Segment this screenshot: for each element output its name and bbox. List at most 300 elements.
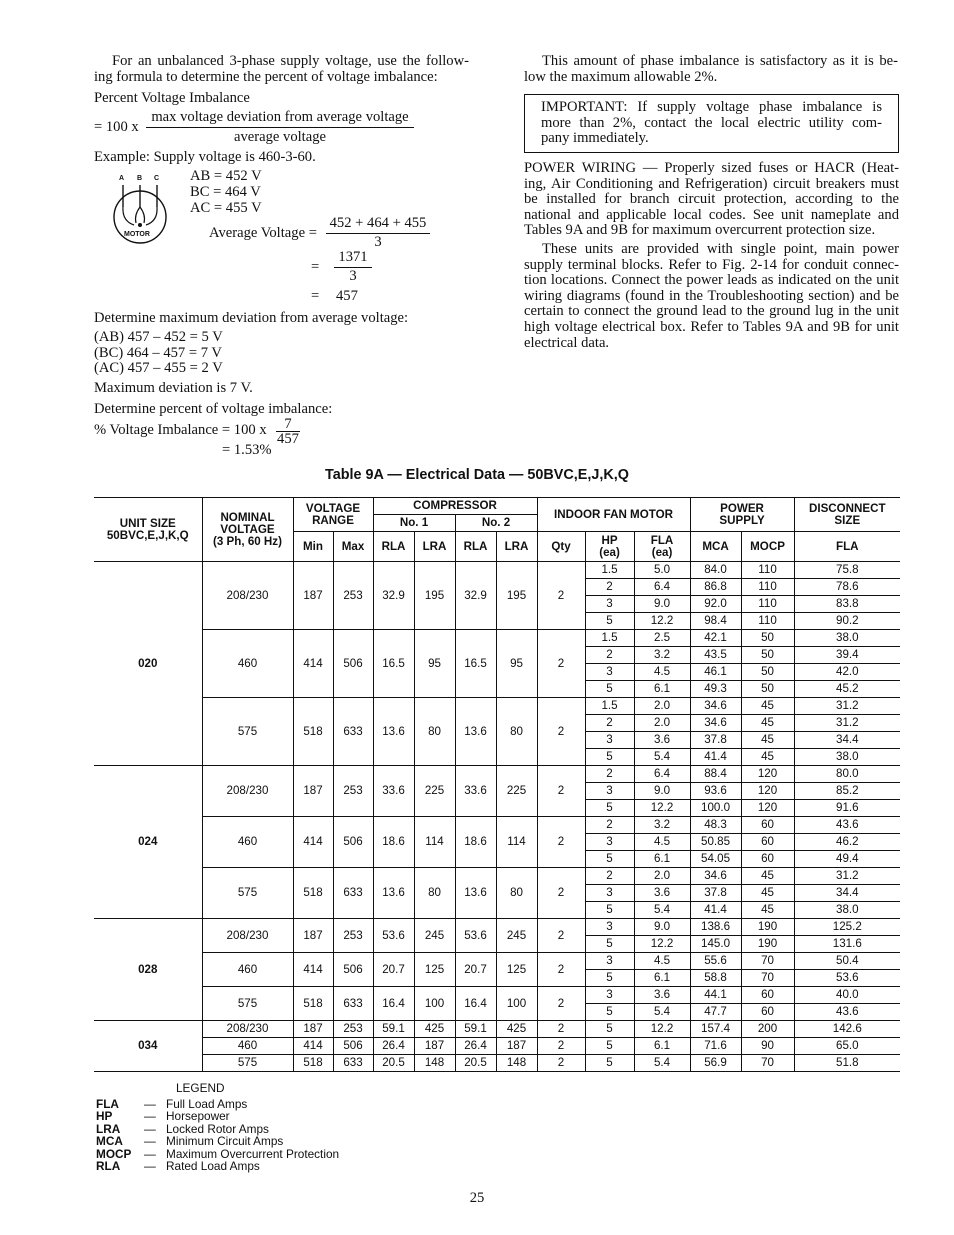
table-body (94, 562, 900, 1072)
fan-fla-cell: 4.5 (634, 664, 690, 681)
fan-fla-cell: 12.2 (634, 800, 690, 817)
compressor2-lra-cell: 148 (496, 1055, 537, 1072)
header-min: Min (293, 532, 333, 562)
compressor2-rla-cell: 13.6 (455, 868, 496, 919)
voltage-ab: AB = 452 V (190, 168, 262, 184)
fan-hp-cell: 5 (585, 936, 634, 953)
header-compressor-no1: No. 1 (373, 515, 455, 532)
fan-hp-cell: 3 (585, 664, 634, 681)
disconnect-fla-cell: 42.0 (794, 664, 900, 681)
motor-diagram (108, 175, 170, 247)
voltage-max-cell: 633 (333, 698, 373, 766)
compressor1-rla-cell: 20.5 (373, 1055, 414, 1072)
mocp-cell: 60 (741, 987, 794, 1004)
nominal-voltage-cell: 460 (202, 630, 293, 698)
disconnect-fla-cell: 46.2 (794, 834, 900, 851)
fan-qty-cell: 2 (537, 1038, 585, 1055)
header-mocp: MOCP (741, 532, 794, 562)
fan-fla-cell: 12.2 (634, 613, 690, 630)
disconnect-fla-cell: 65.0 (794, 1038, 900, 1055)
fan-qty-cell: 2 (537, 630, 585, 698)
fan-fla-cell: 12.2 (634, 936, 690, 953)
mca-cell: 41.4 (690, 902, 741, 919)
legend-dash: — (144, 1096, 156, 1111)
disconnect-fla-cell: 31.2 (794, 715, 900, 732)
mocp-cell: 45 (741, 868, 794, 885)
fan-hp-cell: 3 (585, 885, 634, 902)
header-lra-1: LRA (414, 532, 455, 562)
fan-qty-cell: 2 (537, 766, 585, 817)
mocp-cell: 60 (741, 851, 794, 868)
mocp-cell: 120 (741, 766, 794, 783)
fan-fla-cell: 5.4 (634, 902, 690, 919)
phase-imbalance-line-1: This amount of phase imbalance is satisfactory as it is be- (542, 53, 898, 69)
average-denominator: 3 (374, 234, 382, 250)
percent-denominator: 457 (277, 431, 299, 447)
terminal-line-6: high voltage electrical box. Refer to Tables 9A and 9B for unit (524, 318, 899, 335)
fan-qty-cell: 2 (537, 698, 585, 766)
equals-sign-1: = (311, 259, 320, 275)
mocp-cell: 110 (741, 579, 794, 596)
legend-dash: — (144, 1109, 156, 1123)
equals-sign-2: = (311, 288, 320, 304)
fan-hp-cell: 5 (585, 800, 634, 817)
legend-item (96, 1110, 339, 1123)
nominal-voltage-cell: 208/230 (202, 562, 293, 630)
mca-cell: 88.4 (690, 766, 741, 783)
mca-cell: 54.05 (690, 851, 741, 868)
power-wiring-line-5: Tables 9A and 9B for maximum overcurrent protection size. (524, 222, 876, 239)
disconnect-fla-cell: 43.6 (794, 817, 900, 834)
mocp-cell: 50 (741, 664, 794, 681)
fan-hp-cell: 5 (585, 902, 634, 919)
voltage-max-cell: 253 (333, 766, 373, 817)
nominal-voltage-cell: 575 (202, 698, 293, 766)
percent-imbalance-formula: % Voltage Imbalance = 100 x (94, 422, 267, 438)
legend-dash: — (144, 1146, 156, 1161)
compressor1-lra-cell: 245 (414, 919, 455, 953)
fan-hp-cell: 1.5 (585, 698, 634, 715)
legend-description: Locked Rotor Amps (166, 1121, 269, 1136)
mocp-cell: 70 (741, 970, 794, 987)
fan-hp-cell: 5 (585, 970, 634, 987)
power-wiring-line-4: national and applicable local codes. See unit nameplate and (524, 206, 899, 223)
table-row (94, 562, 900, 579)
compressor1-lra-cell: 148 (414, 1055, 455, 1072)
disconnect-fla-cell: 50.4 (794, 953, 900, 970)
compressor2-rla-cell: 16.4 (455, 987, 496, 1021)
mocp-cell: 110 (741, 613, 794, 630)
mca-cell: 49.3 (690, 681, 741, 698)
table-row (94, 1021, 900, 1038)
fan-fla-cell: 6.1 (634, 1038, 690, 1055)
deviation-bc: (BC) 464 – 457 = 7 V (94, 345, 222, 361)
compressor2-lra-cell: 187 (496, 1038, 537, 1055)
fan-fla-cell: 3.6 (634, 732, 690, 749)
mca-cell: 84.0 (690, 562, 741, 579)
terminal-line-5: certain to connect the ground lead to the ground lug in the unit (524, 303, 899, 320)
compressor2-lra-cell: 225 (496, 766, 537, 817)
fan-fla-cell: 6.4 (634, 766, 690, 783)
mca-cell: 37.8 (690, 885, 741, 902)
nominal-voltage-cell: 208/230 (202, 766, 293, 817)
fan-fla-cell: 6.4 (634, 579, 690, 596)
compressor1-lra-cell: 80 (414, 868, 455, 919)
disconnect-fla-cell: 85.2 (794, 783, 900, 800)
disconnect-fla-cell: 75.8 (794, 562, 900, 579)
table-row (94, 698, 900, 715)
mocp-cell: 110 (741, 562, 794, 579)
disconnect-fla-cell: 49.4 (794, 851, 900, 868)
legend-dash: — (144, 1159, 156, 1173)
voltage-ac: AC = 455 V (190, 200, 262, 216)
compressor1-rla-cell: 26.4 (373, 1038, 414, 1055)
compressor2-lra-cell: 425 (496, 1021, 537, 1038)
fan-fla-cell: 9.0 (634, 783, 690, 800)
mca-cell: 41.4 (690, 749, 741, 766)
fan-qty-cell: 2 (537, 919, 585, 953)
voltage-min-cell: 414 (293, 817, 333, 868)
mocp-cell: 120 (741, 800, 794, 817)
table-title: Table 9A — Electrical Data — 50BVC,E,J,K,Q (325, 467, 629, 483)
fan-hp-cell: 5 (585, 749, 634, 766)
legend (96, 1082, 339, 1173)
mocp-cell: 45 (741, 902, 794, 919)
disconnect-fla-cell: 125.2 (794, 919, 900, 936)
fan-qty-cell: 2 (537, 987, 585, 1021)
percent-imbalance-label: Percent Voltage Imbalance (94, 90, 250, 106)
compressor1-lra-cell: 114 (414, 817, 455, 868)
header-fla: FLA (ea) (634, 532, 690, 562)
fan-hp-cell: 2 (585, 766, 634, 783)
header-unit-size: UNIT SIZE 50BVC,E,J,K,Q (94, 498, 202, 562)
fan-hp-cell: 5 (585, 613, 634, 630)
voltage-min-cell: 414 (293, 630, 333, 698)
compressor2-rla-cell: 13.6 (455, 698, 496, 766)
legend-abbreviation: MCA (96, 1134, 123, 1148)
compressor2-lra-cell: 245 (496, 919, 537, 953)
disconnect-fla-cell: 80.0 (794, 766, 900, 783)
header-mca: MCA (690, 532, 741, 562)
mocp-cell: 60 (741, 834, 794, 851)
deviation-ab: (AB) 457 – 452 = 5 V (94, 329, 223, 345)
average-voltage-label: Average Voltage = (209, 225, 317, 241)
fan-hp-cell: 2 (585, 647, 634, 664)
motor-label-c: C (154, 175, 160, 182)
fan-qty-cell: 2 (537, 817, 585, 868)
fan-qty-cell: 2 (537, 562, 585, 630)
legend-description: Maximum Overcurrent Protection (166, 1146, 340, 1161)
disconnect-fla-cell: 39.4 (794, 647, 900, 664)
left-column (94, 54, 469, 85)
fan-qty-cell: 2 (537, 1055, 585, 1072)
formula-prefix: = 100 x (94, 119, 139, 135)
voltage-max-cell: 253 (333, 562, 373, 630)
unit-size-cell: 020 (94, 562, 202, 766)
legend-abbreviation: LRA (96, 1121, 121, 1136)
voltage-min-cell: 518 (293, 868, 333, 919)
disconnect-fla-cell: 78.6 (794, 579, 900, 596)
header-compressor: COMPRESSOR (373, 498, 537, 515)
legend-item (96, 1135, 339, 1148)
compressor1-rla-cell: 16.4 (373, 987, 414, 1021)
fan-fla-cell: 5.4 (634, 749, 690, 766)
disconnect-fla-cell: 90.2 (794, 613, 900, 630)
determine-percent: Determine percent of voltage imbalance: (94, 401, 333, 417)
compressor2-lra-cell: 114 (496, 817, 537, 868)
table-row (94, 817, 900, 834)
mca-cell: 58.8 (690, 970, 741, 987)
compressor2-rla-cell: 16.5 (455, 630, 496, 698)
fan-hp-cell: 3 (585, 834, 634, 851)
deviation-ac: (AC) 457 – 455 = 2 V (94, 360, 223, 376)
legend-description: Rated Load Amps (166, 1159, 260, 1173)
nominal-voltage-cell: 208/230 (202, 919, 293, 953)
sum-denominator: 3 (349, 268, 357, 284)
disconnect-fla-cell: 43.6 (794, 1004, 900, 1021)
compressor2-lra-cell: 125 (496, 953, 537, 987)
mca-cell: 37.8 (690, 732, 741, 749)
fan-fla-cell: 5.0 (634, 562, 690, 579)
fan-fla-cell: 6.1 (634, 851, 690, 868)
disconnect-fla-cell: 83.8 (794, 596, 900, 613)
fan-hp-cell: 5 (585, 1038, 634, 1055)
disconnect-fla-cell: 38.0 (794, 749, 900, 766)
header-fla-disconnect: FLA (794, 532, 900, 562)
fan-hp-cell: 3 (585, 953, 634, 970)
mca-cell: 138.6 (690, 919, 741, 936)
mca-cell: 34.6 (690, 698, 741, 715)
legend-items (96, 1098, 339, 1173)
voltage-max-cell: 633 (333, 1055, 373, 1072)
voltage-max-cell: 506 (333, 953, 373, 987)
header-qty: Qty (537, 532, 585, 562)
table-row (94, 630, 900, 647)
fan-fla-cell: 2.0 (634, 868, 690, 885)
header-hp: HP (ea) (585, 532, 634, 562)
fan-fla-cell: 2.5 (634, 630, 690, 647)
mocp-cell: 45 (741, 885, 794, 902)
mocp-cell: 190 (741, 919, 794, 936)
mca-cell: 71.6 (690, 1038, 741, 1055)
compressor1-rla-cell: 20.7 (373, 953, 414, 987)
legend-abbreviation: FLA (96, 1096, 119, 1111)
fan-fla-cell: 5.4 (634, 1004, 690, 1021)
header-power-supply: POWER SUPPLY (690, 498, 794, 532)
mocp-cell: 45 (741, 749, 794, 766)
voltage-min-cell: 518 (293, 1055, 333, 1072)
compressor1-lra-cell: 80 (414, 698, 455, 766)
terminal-line-2: supply terminal blocks. Refer to Fig. 2-14 for conduit connec- (524, 256, 899, 273)
table-row (94, 953, 900, 970)
motor-label-b: B (137, 175, 143, 182)
mocp-cell: 190 (741, 936, 794, 953)
header-rla-1: RLA (373, 532, 414, 562)
fan-fla-cell: 4.5 (634, 953, 690, 970)
fan-fla-cell: 9.0 (634, 596, 690, 613)
terminal-line-7: electrical data. (524, 334, 610, 351)
nominal-voltage-cell: 575 (202, 987, 293, 1021)
nominal-voltage-cell: 575 (202, 868, 293, 919)
table-row (94, 766, 900, 783)
average-numerator: 452 + 464 + 455 (329, 215, 427, 231)
compressor2-lra-cell: 100 (496, 987, 537, 1021)
fan-hp-cell: 2 (585, 868, 634, 885)
disconnect-fla-cell: 142.6 (794, 1021, 900, 1038)
fan-fla-cell: 2.0 (634, 698, 690, 715)
fan-hp-cell: 5 (585, 681, 634, 698)
fan-hp-cell: 1.5 (585, 562, 634, 579)
fan-hp-cell: 5 (585, 1021, 634, 1038)
right-column-intro (524, 54, 898, 85)
important-line-1: IMPORTANT: If supply voltage phase imbalance is (541, 99, 882, 115)
voltage-min-cell: 187 (293, 1021, 333, 1038)
mca-cell: 98.4 (690, 613, 741, 630)
disconnect-fla-cell: 31.2 (794, 868, 900, 885)
terminal-line-3: tion locations. Connect the power leads as indicated on the unit (524, 272, 899, 289)
mocp-cell: 60 (741, 1004, 794, 1021)
nominal-voltage-cell: 460 (202, 953, 293, 987)
sum-numerator: 1371 (338, 249, 368, 265)
fan-hp-cell: 3 (585, 732, 634, 749)
voltage-min-cell: 187 (293, 766, 333, 817)
header-lra-2: LRA (496, 532, 537, 562)
compressor1-lra-cell: 125 (414, 953, 455, 987)
header-indoor-fan-motor: INDOOR FAN MOTOR (537, 498, 690, 532)
terminal-line-1: These units are provided with single point, main power (542, 241, 899, 257)
mocp-cell: 70 (741, 953, 794, 970)
compressor1-rla-cell: 32.9 (373, 562, 414, 630)
voltage-bc: BC = 464 V (190, 184, 261, 200)
disconnect-fla-cell: 51.8 (794, 1055, 900, 1072)
mca-cell: 47.7 (690, 1004, 741, 1021)
page-number: 25 (469, 1190, 485, 1206)
legend-abbreviation: RLA (96, 1159, 121, 1173)
compressor1-lra-cell: 425 (414, 1021, 455, 1038)
fan-fla-cell: 9.0 (634, 919, 690, 936)
header-compressor-no2: No. 2 (455, 515, 537, 532)
mca-cell: 34.6 (690, 715, 741, 732)
legend-description: Full Load Amps (166, 1096, 248, 1111)
unit-size-cell: 028 (94, 919, 202, 1021)
nominal-voltage-cell: 575 (202, 1055, 293, 1072)
legend-dash: — (144, 1121, 156, 1136)
fan-fla-cell: 6.1 (634, 970, 690, 987)
voltage-min-cell: 187 (293, 562, 333, 630)
fan-hp-cell: 3 (585, 596, 634, 613)
average-result: 457 (336, 288, 358, 304)
percent-numerator: 7 (284, 416, 292, 432)
compressor2-rla-cell: 32.9 (455, 562, 496, 630)
voltage-min-cell: 414 (293, 1038, 333, 1055)
voltage-max-cell: 253 (333, 919, 373, 953)
fan-qty-cell: 2 (537, 953, 585, 987)
compressor2-lra-cell: 95 (496, 630, 537, 698)
compressor2-lra-cell: 195 (496, 562, 537, 630)
phase-imbalance-line-2: low the maximum allowable 2%. (524, 68, 718, 85)
unit-size-cell: 034 (94, 1021, 202, 1072)
mca-cell: 48.3 (690, 817, 741, 834)
compressor2-lra-cell: 80 (496, 698, 537, 766)
compressor2-rla-cell: 20.7 (455, 953, 496, 987)
header-nominal-voltage: NOMINAL VOLTAGE (3 Ph, 60 Hz) (202, 498, 293, 562)
table-row (94, 919, 900, 936)
voltage-max-cell: 506 (333, 630, 373, 698)
compressor2-lra-cell: 80 (496, 868, 537, 919)
formula-fraction-bar (146, 127, 414, 128)
compressor1-lra-cell: 100 (414, 987, 455, 1021)
compressor1-lra-cell: 187 (414, 1038, 455, 1055)
fan-fla-cell: 5.4 (634, 1055, 690, 1072)
compressor1-lra-cell: 195 (414, 562, 455, 630)
legend-item (96, 1160, 339, 1173)
mocp-cell: 45 (741, 732, 794, 749)
nominal-voltage-cell: 460 (202, 817, 293, 868)
mca-cell: 44.1 (690, 987, 741, 1004)
table-header (94, 498, 900, 562)
mca-cell: 34.6 (690, 868, 741, 885)
compressor2-rla-cell: 20.5 (455, 1055, 496, 1072)
terminal-blocks-paragraph (524, 242, 899, 351)
mca-cell: 46.1 (690, 664, 741, 681)
mocp-cell: 60 (741, 817, 794, 834)
disconnect-fla-cell: 34.4 (794, 885, 900, 902)
mocp-cell: 200 (741, 1021, 794, 1038)
mocp-cell: 45 (741, 715, 794, 732)
unit-size-cell: 024 (94, 766, 202, 919)
fan-hp-cell: 5 (585, 851, 634, 868)
maximum-deviation: Maximum deviation is 7 V. (94, 380, 253, 396)
voltage-min-cell: 518 (293, 987, 333, 1021)
disconnect-fla-cell: 38.0 (794, 630, 900, 647)
compressor1-rla-cell: 13.6 (373, 868, 414, 919)
disconnect-fla-cell: 53.6 (794, 970, 900, 987)
motor-label-a: A (119, 175, 125, 182)
fan-hp-cell: 2 (585, 817, 634, 834)
mca-cell: 50.85 (690, 834, 741, 851)
voltage-min-cell: 414 (293, 953, 333, 987)
table-row (94, 1038, 900, 1055)
fan-fla-cell: 2.0 (634, 715, 690, 732)
disconnect-fla-cell: 91.6 (794, 800, 900, 817)
compressor1-rla-cell: 16.5 (373, 630, 414, 698)
fan-hp-cell: 5 (585, 1004, 634, 1021)
power-wiring-line-2: ing, Air Conditioning and Refrigeration) circuit breakers must (524, 175, 899, 192)
fan-fla-cell: 3.2 (634, 817, 690, 834)
fan-hp-cell: 1.5 (585, 630, 634, 647)
fan-fla-cell: 3.6 (634, 987, 690, 1004)
mca-cell: 42.1 (690, 630, 741, 647)
power-wiring-paragraph (524, 161, 899, 239)
mocp-cell: 45 (741, 698, 794, 715)
voltage-max-cell: 633 (333, 987, 373, 1021)
mocp-cell: 120 (741, 783, 794, 800)
formula-numerator: max voltage deviation from average voltage (151, 109, 409, 125)
power-wiring-line-1: POWER WIRING — Properly sized fuses or HACR (Heat- (524, 160, 899, 176)
compressor2-rla-cell: 59.1 (455, 1021, 496, 1038)
legend-title: LEGEND (176, 1081, 225, 1095)
mca-cell: 43.5 (690, 647, 741, 664)
mca-cell: 86.8 (690, 579, 741, 596)
legend-dash: — (144, 1134, 156, 1148)
disconnect-fla-cell: 34.4 (794, 732, 900, 749)
motor-label-motor: MOTOR (124, 231, 150, 238)
mocp-cell: 50 (741, 630, 794, 647)
mca-cell: 93.6 (690, 783, 741, 800)
example-text: Example: Supply voltage is 460-3-60. (94, 149, 316, 165)
compressor1-lra-cell: 225 (414, 766, 455, 817)
voltage-max-cell: 633 (333, 868, 373, 919)
